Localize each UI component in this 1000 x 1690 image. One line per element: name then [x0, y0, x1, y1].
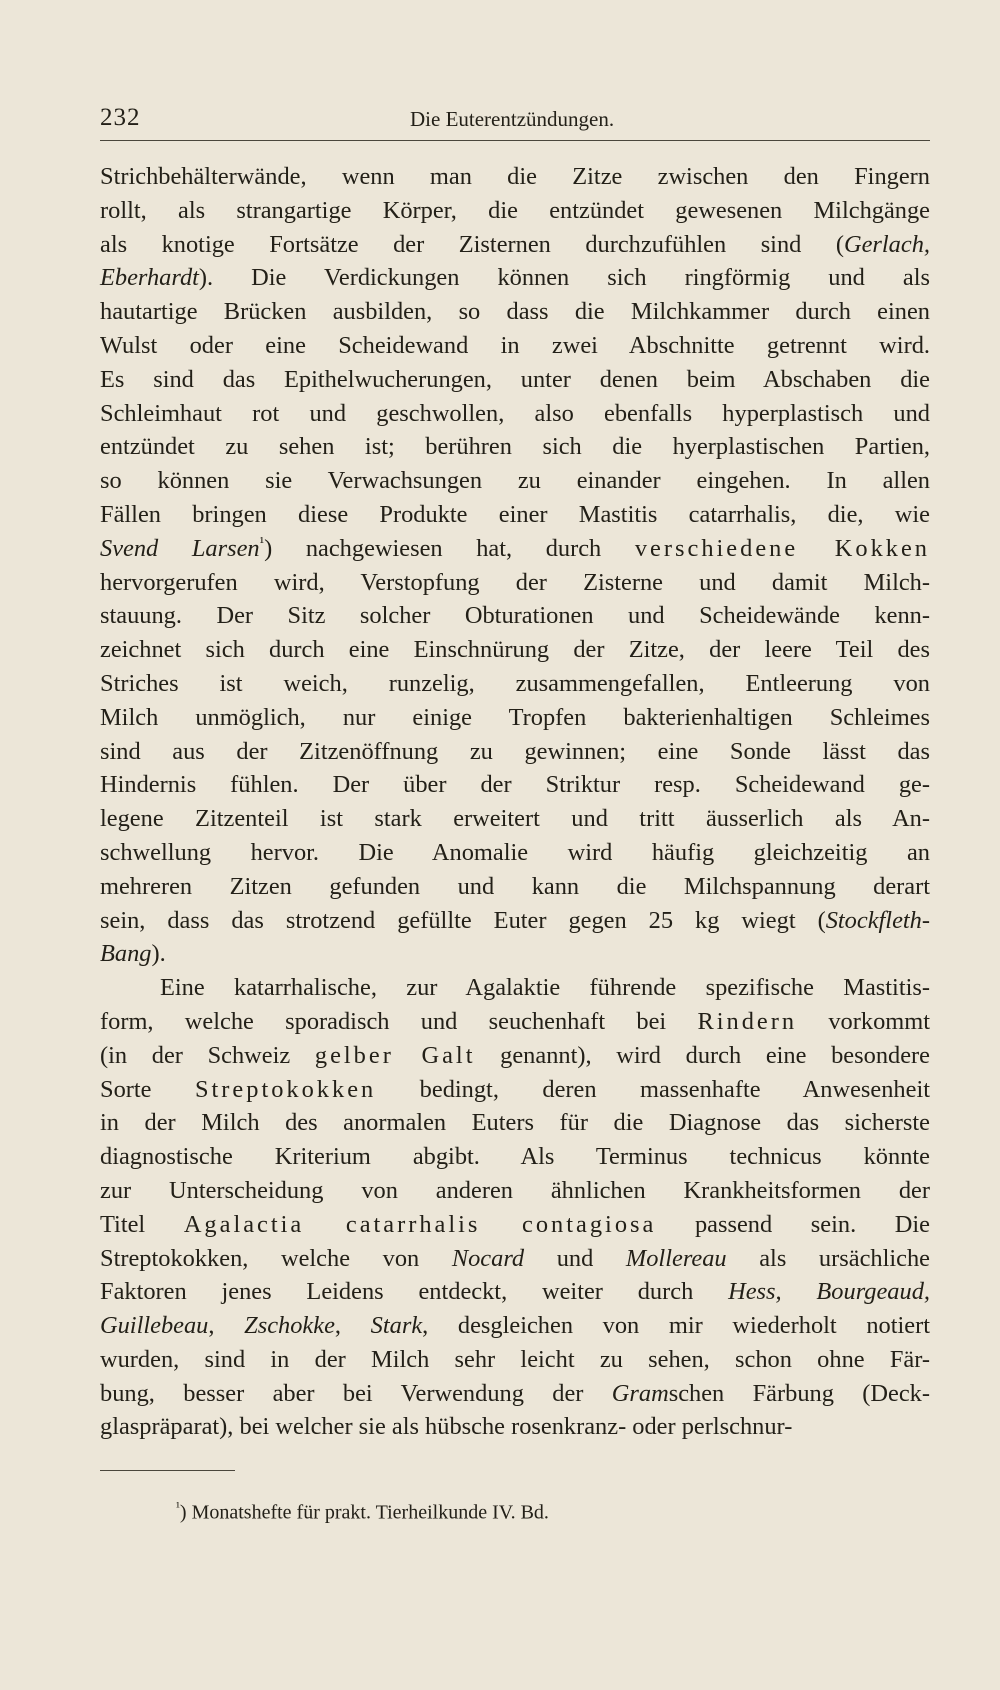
text-line — [100, 599, 930, 633]
text-run: bung, besser aber bei Verwendung der — [100, 1379, 612, 1407]
text-run: und — [524, 1244, 626, 1272]
text-line — [100, 1039, 930, 1073]
text-run: ). — [151, 940, 166, 968]
text-line — [100, 1005, 930, 1039]
text-line — [100, 363, 930, 397]
text-line — [100, 160, 930, 194]
text-run: Milch unmöglich, nur einige Tropfen bakterienhaltigen Schleimes — [100, 703, 930, 731]
text-line — [100, 971, 930, 1005]
text-line — [100, 430, 930, 464]
text-run: ) nachgewiesen hat, durch — [264, 534, 635, 562]
text-line — [100, 1140, 930, 1174]
text-run: passend sein. Die — [656, 1210, 930, 1238]
text-run: so können sie Verwachsungen zu einander eingehen. In allen — [100, 467, 930, 495]
text-run: Hindernis fühlen. Der über der Striktur resp. Scheidewand ge- — [100, 771, 930, 799]
italic-name: Guillebeau — [100, 1312, 209, 1340]
text-run: hervorgerufen wird, Verstopfung der Zisterne und damit Milch- — [100, 568, 930, 596]
text-run: Schleimhaut rot und geschwollen, also ebenfalls hyperplastisch und — [100, 399, 930, 427]
text-run: zur Unterscheidung von anderen ähnlichen Krankheitsformen der — [100, 1176, 930, 1204]
spaced-term: verschiedene Kokken — [634, 534, 930, 562]
text-line — [100, 904, 930, 938]
page-header — [100, 100, 930, 141]
text-line — [100, 329, 930, 363]
text-line — [100, 1208, 930, 1242]
text-line — [100, 532, 930, 566]
text-run: legene Zitzenteil ist stark erweitert und tritt äusserlich als An- — [100, 805, 930, 833]
text-line — [100, 667, 930, 701]
page-number: 232 — [100, 104, 141, 131]
italic-name: Mollereau — [625, 1244, 727, 1272]
text-run: genannt), wird durch eine besondere — [475, 1041, 930, 1069]
text-run: Striches ist weich, runzelig, zusammengefallen, Entleerung von — [100, 669, 930, 697]
italic-name: Hess, Bourgeaud, — [728, 1278, 930, 1306]
text-run: , desgleichen von mir wiederholt notiert — [422, 1312, 931, 1340]
italic-name: Gerlach, — [843, 230, 930, 258]
text-run: vorkommt — [797, 1007, 930, 1035]
spaced-term: Agalactia catarrhalis contagiosa — [183, 1210, 657, 1238]
footnote-separator — [100, 1470, 235, 1471]
spaced-term: Rindern — [697, 1007, 798, 1035]
text-run: diagnostische Kriterium abgibt. Als Terminus technicus könnte — [100, 1143, 930, 1171]
italic-name: Gram — [611, 1379, 669, 1407]
running-title: Die Euterentzündungen. — [410, 107, 615, 131]
text-run: glaspräparat), bei welcher sie als hübsche rosenkranz- oder perlschnur- — [100, 1413, 793, 1441]
text-line — [100, 802, 930, 836]
text-line — [100, 1377, 930, 1411]
footnote-text: ) Monatshefte für prakt. Tierheilkunde IV. Bd. — [179, 1501, 549, 1524]
italic-name: Eberhardt — [100, 264, 199, 292]
text-line — [100, 1073, 930, 1107]
footnote-ref: ¹ — [259, 534, 265, 551]
text-line — [100, 498, 930, 532]
italic-name: Svend Larsen — [100, 534, 260, 562]
italic-name: Zschokke — [244, 1312, 335, 1340]
text-run: ). Die Verdickungen können sich ringförmig und als — [198, 264, 930, 292]
text-run: Titel — [100, 1210, 184, 1238]
footnote-marker: ¹ — [176, 1499, 180, 1514]
text-run: hautartige Brücken ausbilden, so dass die Milchkammer durch einen — [100, 298, 930, 326]
text-run: wurden, sind in der Milch sehr leicht zu sehen, schon ohne Fär- — [100, 1345, 930, 1373]
text-line — [100, 633, 930, 667]
italic-name: Stockfleth- — [825, 906, 930, 934]
body-text — [100, 160, 930, 1444]
text-line — [100, 1410, 930, 1444]
italic-name: Stark — [370, 1312, 423, 1340]
text-run: Streptokokken, welche von — [100, 1244, 452, 1272]
text-run: Es sind das Epithelwucherungen, unter denen beim Abschaben die — [100, 365, 930, 393]
italic-name: Nocard — [451, 1244, 525, 1272]
text-line — [100, 295, 930, 329]
text-run: als knotige Fortsätze der Zisternen durchzufühlen sind ( — [100, 230, 844, 258]
text-line — [100, 397, 930, 431]
text-line — [100, 228, 930, 262]
text-line — [100, 194, 930, 228]
text-run: Faktoren jenes Leidens entdeckt, weiter durch — [100, 1278, 729, 1306]
text-run: mehreren Zitzen gefunden und kann die Milchspannung derart — [100, 872, 930, 900]
text-run: in der Milch des anormalen Euters für die Diagnose das sicherste — [100, 1109, 930, 1137]
text-run: , — [334, 1312, 371, 1340]
text-line — [100, 836, 930, 870]
text-run: sind aus der Zitzenöffnung zu gewinnen; eine Sonde lässt das — [100, 737, 930, 765]
text-line — [100, 870, 930, 904]
text-run: Sorte — [100, 1075, 195, 1103]
text-run: bedingt, deren massenhafte Anwesenheit — [376, 1075, 930, 1103]
text-line — [100, 701, 930, 735]
text-line — [100, 261, 930, 295]
text-line — [100, 1174, 930, 1208]
text-run: Wulst oder eine Scheidewand in zwei Abschnitte getrennt wird. — [100, 331, 930, 359]
text-run: entzündet zu sehen ist; berühren sich die hyerplastischen Partien, — [100, 433, 930, 461]
text-run: als ursächliche — [726, 1244, 930, 1272]
text-line — [100, 768, 930, 802]
text-line — [100, 1242, 930, 1276]
text-line — [100, 464, 930, 498]
text-run: Eine katarrhalische, zur Agalaktie führende spezifische Mastitis- — [160, 974, 930, 1002]
text-run: sein, dass das strotzend gefüllte Euter gegen 25 kg wiegt ( — [100, 906, 826, 934]
text-run: rollt, als strangartige Körper, die entzündet gewesenen Milchgänge — [100, 196, 930, 224]
text-run: (in der Schweiz — [100, 1041, 315, 1069]
text-run: form, welche sporadisch und seuchenhaft bei — [100, 1007, 698, 1035]
text-line — [100, 1275, 930, 1309]
text-line — [100, 937, 930, 971]
text-run: zeichnet sich durch eine Einschnürung der Zitze, der leere Teil des — [100, 636, 930, 664]
text-run: stauung. Der Sitz solcher Obturationen und Scheidewände kenn- — [100, 602, 930, 630]
footnote — [176, 1492, 549, 1528]
text-run: schen Färbung (Deck- — [668, 1379, 930, 1407]
text-line — [100, 566, 930, 600]
text-run: schwellung hervor. Die Anomalie wird häufig gleichzeitig an — [100, 838, 930, 866]
spaced-term: gelber Galt — [314, 1041, 476, 1069]
text-run: Strichbehälterwände, wenn man die Zitze zwischen den Fingern — [100, 163, 930, 190]
text-line — [100, 1309, 930, 1343]
italic-name: Bang — [100, 940, 152, 968]
text-run: Fällen bringen diese Produkte einer Mastitis catarrhalis, die, wie — [100, 500, 930, 528]
text-line — [100, 1106, 930, 1140]
text-line — [100, 735, 930, 769]
text-line — [100, 1343, 930, 1377]
spaced-term: Streptokokken — [194, 1075, 377, 1103]
text-run: , — [208, 1312, 245, 1340]
